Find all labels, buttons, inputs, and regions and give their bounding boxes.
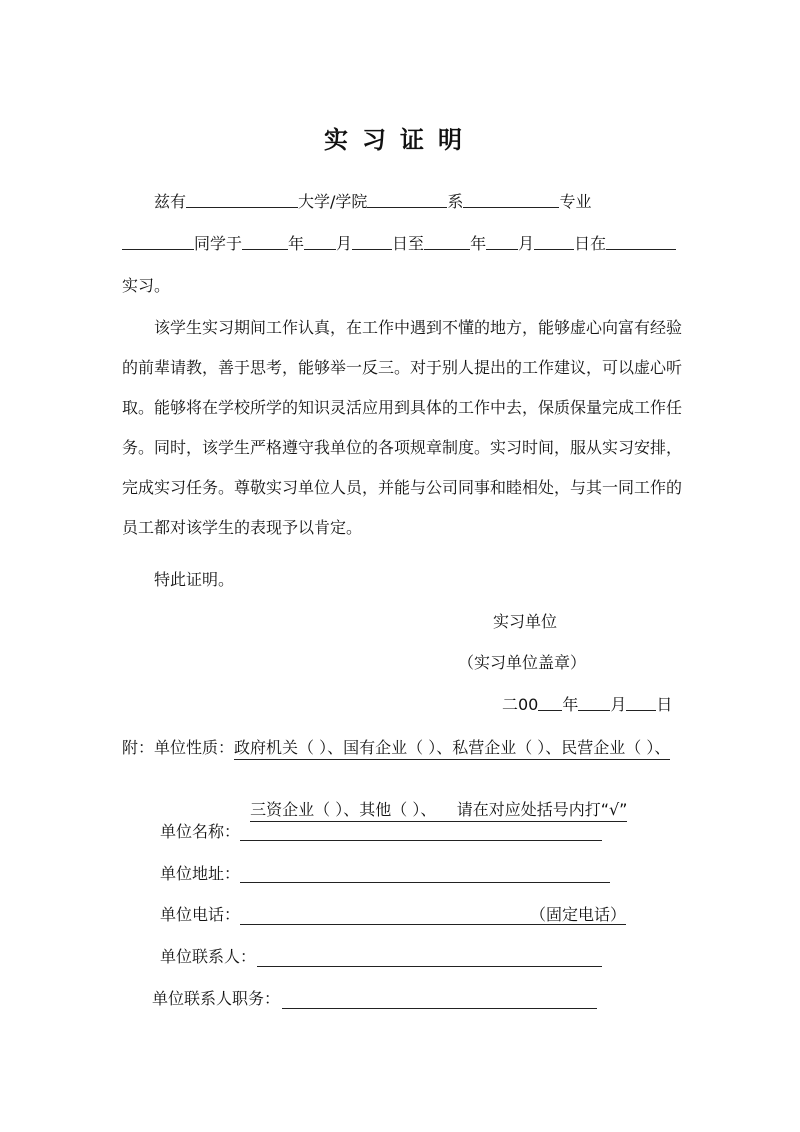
class-blank[interactable] <box>122 234 194 250</box>
unit-name-field[interactable] <box>240 839 602 841</box>
start-year-blank[interactable] <box>242 234 288 250</box>
date-prefix: 二00 <box>502 695 539 714</box>
unit-name-label: 单位名称： <box>160 822 241 841</box>
attach-line-1 <box>122 738 670 758</box>
end-year-blank[interactable] <box>424 234 470 250</box>
sign-month: 月 <box>610 695 627 714</box>
date-text-7: 日在 <box>574 234 607 253</box>
unit-contact-title-field[interactable] <box>282 1007 597 1009</box>
student-name-blank[interactable] <box>186 192 298 208</box>
intro-text-2: 大学/学院 <box>298 192 368 211</box>
date-text-4: 日至 <box>392 234 425 253</box>
date-text-6: 月 <box>518 234 535 253</box>
intro-text-1: 兹有 <box>154 192 187 211</box>
date-text-3: 月 <box>336 234 353 253</box>
date-text-2: 年 <box>288 234 305 253</box>
unit-contact-label: 单位联系人： <box>160 947 257 966</box>
sign-day: 日 <box>656 695 673 714</box>
unit-address-label: 单位地址： <box>160 864 241 883</box>
department-blank[interactable] <box>367 192 447 208</box>
intro-line-1 <box>154 192 591 212</box>
unit-contact-title-label: 单位联系人职务： <box>152 989 281 1008</box>
sign-stamp: （实习单位盖章） <box>458 653 587 672</box>
end-day-blank[interactable] <box>534 234 574 250</box>
start-day-blank[interactable] <box>352 234 392 250</box>
unit-address-field[interactable] <box>240 881 610 883</box>
intro-line-2 <box>122 234 676 254</box>
date-text-5: 年 <box>470 234 487 253</box>
start-month-blank[interactable] <box>304 234 336 250</box>
sign-year: 年 <box>562 695 579 714</box>
company-blank[interactable] <box>606 234 676 250</box>
sign-date <box>502 695 672 715</box>
unit-phone-note: （固定电话） <box>530 905 627 924</box>
major-blank[interactable] <box>463 192 559 208</box>
sign-year-blank[interactable] <box>538 695 562 711</box>
unit-contact-field[interactable] <box>257 965 602 967</box>
body-text: 该学生实习期间工作认真，在工作中遇到不懂的地方，能够虚心向富有经验的前辈请教，善于思考，能够举一反三。对于别人提出的工作建议，可以虚心听取。能够将在学校所学的知识灵活应用到具体的工作中去，保质保量完成工作任务。同时，该学生严格遵守我单位的各项规章制度。实习时间，服从实习安排，完成实习任务。尊敬实习单位人员，并能与公司同事和睦相处，与其一同工作的员工都对该学生的表现予以肯定。 <box>122 318 683 537</box>
sign-day-blank[interactable] <box>626 695 656 711</box>
sign-month-blank[interactable] <box>578 695 610 711</box>
closing-text: 特此证明。 <box>154 570 235 589</box>
end-month-blank[interactable] <box>486 234 518 250</box>
date-text-1: 同学于 <box>194 234 243 253</box>
unit-phone-label: 单位电话： <box>160 905 241 924</box>
sign-unit: 实习单位 <box>493 612 558 631</box>
attach-line-2 <box>240 780 627 820</box>
intro-text-3: 系 <box>447 192 464 211</box>
unit-type-options-1: 政府机关（ ）、国有企业（ ）、私营企业（ ）、民营企业（ ）、 <box>234 738 670 760</box>
intro-line-3: 实习。 <box>122 276 171 295</box>
unit-type-options-2: 三资企业（ ）、其他（ ）、 请在对应处括号内打“√” <box>250 800 627 822</box>
body-paragraph <box>122 308 682 548</box>
page-title: 实习证明 <box>324 126 476 154</box>
attach-label: 附：单位性质： <box>122 738 235 757</box>
intro-text-4: 专业 <box>559 192 592 211</box>
